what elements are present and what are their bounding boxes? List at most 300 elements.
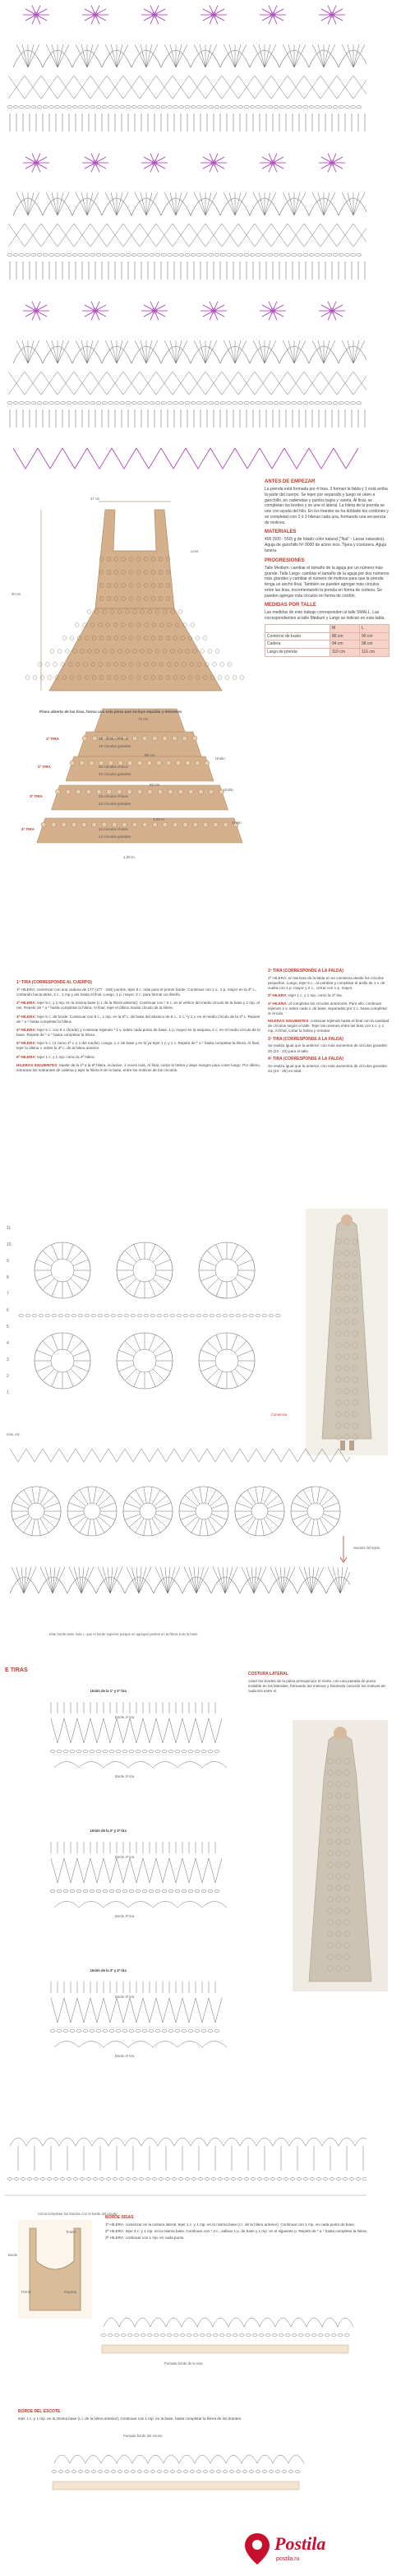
chain-stitch (203, 2471, 208, 2473)
fan-stitch (176, 340, 187, 363)
lattice-stitch (108, 1449, 125, 1462)
motif-spoke (37, 1350, 52, 1357)
lattice-stitch (207, 1449, 224, 1462)
chain-stitch (315, 105, 320, 108)
chain-stitch (98, 1315, 103, 1317)
chain-stitch (172, 2178, 177, 2181)
chain-stitch (116, 1890, 121, 1893)
fan-stitch (265, 44, 270, 67)
lattice-stitch (256, 1449, 273, 1462)
tier-shape (52, 785, 228, 810)
lattice-stitch (271, 224, 288, 247)
picot-arch (242, 2455, 257, 2463)
chain-stitch (195, 1750, 200, 1753)
chain-stitch (19, 1315, 24, 1317)
fan-stitch (353, 340, 359, 363)
chain-stitch (108, 105, 113, 108)
chain-stitch (50, 2030, 55, 2033)
tier-circle (56, 789, 61, 794)
chain-stitch (201, 2030, 206, 2033)
chain-stitch (323, 2178, 328, 2181)
chain-stitch (78, 253, 83, 256)
chain-stitch (37, 401, 42, 404)
picot-arch (70, 2455, 85, 2463)
table-cell: 110 cm (330, 649, 359, 657)
tier-circle (92, 822, 97, 827)
motif-circle (233, 676, 237, 680)
chain-stitch (196, 401, 201, 404)
top-stitch-chart (5, 0, 366, 477)
chain-stitch (52, 2471, 57, 2473)
motif-spoke (155, 1503, 171, 1509)
arch-stitch (202, 1762, 227, 1769)
picot-arch (213, 2318, 228, 2327)
chain-stitch (190, 1315, 195, 1317)
chain-stitch (63, 1890, 68, 1893)
chain-stitch (155, 2030, 160, 2033)
motif-spoke (216, 1335, 223, 1350)
motif-circle (240, 676, 244, 680)
zigzag-stitch (260, 448, 284, 469)
chain-stitch (32, 1315, 37, 1317)
chain-stitch (96, 2030, 101, 2033)
chain-stitch (279, 253, 284, 256)
picot-arch (207, 2138, 224, 2146)
fan-stitch (324, 192, 335, 215)
chain-stitch (327, 253, 332, 256)
chain-stitch (150, 253, 154, 256)
picot-arch (195, 2455, 210, 2463)
postila-watermark (243, 2528, 391, 2571)
arch-stitch (104, 1762, 128, 1769)
lattice-stitch (322, 1449, 339, 1462)
fan-stitch (348, 192, 353, 215)
chain-stitch (357, 253, 362, 256)
borde-sisas (105, 2215, 389, 2241)
chain-stitch (72, 105, 77, 108)
arch-stitch (104, 2042, 128, 2048)
motif-spoke (13, 1514, 29, 1519)
union-zigzag (117, 1998, 130, 2023)
fan-stitch (235, 44, 247, 67)
chain-stitch (7, 401, 12, 404)
chain-stitch (285, 2334, 290, 2337)
motif-spoke (216, 1371, 223, 1386)
chain-stitch (321, 253, 326, 256)
union-charts (46, 1677, 227, 2105)
instr-block (268, 1057, 389, 1074)
sisas-line: 1ª HILERA: comenzar en la costura lateral, tejer 1 c. y 1 mp. en la misma base (c.l. de la hilera anterior). Continuar con 1 mp. en cada punto de base. (105, 2222, 356, 2227)
tier-circle (132, 736, 137, 741)
table-cell: 90 cm (359, 632, 389, 641)
lattice-stitch (238, 224, 255, 247)
picot-arch (273, 2138, 289, 2146)
chain-stitch (78, 2471, 83, 2473)
lattice-stitch (255, 76, 271, 99)
union-zigzag (77, 1718, 90, 1743)
section-title: MEDIDAS POR TALLE (265, 603, 316, 608)
chain-stitch (113, 2178, 118, 2181)
fan-stitch (194, 44, 205, 67)
section-text: La prenda está formada por 4 tiras. 3 forman la falda y 1 está arriba la parte del cuerpo. Se tejen por separado y luego se unen a ganchillo, en cadenetas y puntos bajos y vareta. Al final, se completan los bordes y se une el lateral. La hilera de la prenda se une con ayuda del hilo. En los tirantes se ha doblado los cordones y se completan con 2 ó 3 hileras cada una, formando una secuencia de motivos. (265, 487, 389, 525)
chain-stitch (333, 401, 338, 404)
motif-spoke (52, 1335, 58, 1350)
chain-stitch (209, 253, 214, 256)
chain-stitch (37, 253, 42, 256)
motif-spoke (125, 1514, 141, 1519)
table-cell: 86 cm (330, 632, 359, 641)
instr-text: continuar tejiendo hasta el final con la cantidad de círculos según el talle. Tejer las uniones entre las tiras con 1 c. y 1 mp. Al final, cortar la hebra y rematar. (268, 1019, 389, 1034)
lattice-stitch (306, 1449, 322, 1462)
lattice-stitch (8, 76, 25, 99)
fan-stitch (135, 192, 146, 215)
instr-title: 3ª TIRA (CORRESPONDE A LA FALDA) (268, 1036, 343, 1042)
fan-stitch (342, 44, 353, 67)
tier-circle (76, 789, 81, 794)
motif-circle (70, 636, 74, 641)
armhole-diagram (18, 2220, 92, 2319)
motif-spoke (201, 1350, 216, 1357)
row-number: 11 (7, 1226, 12, 1231)
chain-stitch (132, 2178, 137, 2181)
chain-stitch (188, 1890, 193, 1893)
chain-stitch (109, 2030, 114, 2033)
arch-stitch (177, 2042, 202, 2048)
row-number: 9 (7, 1259, 9, 1264)
union-zigzag (77, 1858, 90, 1883)
dress-liner-label: Liner (191, 549, 199, 553)
bodice-outline (95, 510, 174, 608)
chain-stitch (177, 2471, 182, 2473)
chain-stitch (231, 2178, 236, 2181)
tier-circle (168, 789, 173, 794)
union-zigzag (143, 1998, 156, 2023)
borde-escote (18, 2409, 265, 2421)
sisas-line: 3ª HILERA: continuar con 1 mp. en cada punto. (105, 2236, 185, 2241)
tier-circle (173, 822, 177, 827)
fan-stitch (16, 44, 28, 67)
tier-circle (142, 736, 147, 741)
motif-spoke (231, 1371, 237, 1386)
tier-label: 23 círculos chicos (99, 794, 128, 798)
row-number: 3 (7, 1357, 9, 1362)
instr-block: HILERAS SIGUIENTES: continuar tejiendo hasta el final con la cantidad de círculos según el talle. Tejer las uniones entre las tiras con 1 c. y 1 mp. Al final, cortar la hebra y rematar. (268, 1019, 389, 1034)
lattice-stitch (156, 76, 173, 99)
fan-stitch (111, 340, 117, 363)
escote-title: BORDE DEL ESCOTE (18, 2409, 61, 2414)
fan-stitch (16, 340, 28, 363)
chain-stitch (191, 401, 196, 404)
chain-stitch (270, 2178, 275, 2181)
tier-circle (132, 822, 137, 827)
motif-circle (200, 650, 205, 654)
chain-stitch (121, 2334, 126, 2337)
lattice-stitch (189, 224, 205, 247)
chain-stitch (173, 2334, 178, 2337)
fan-stitch (176, 44, 182, 67)
fan-stitch (294, 44, 306, 67)
lattice-stitch (58, 76, 74, 99)
motif-spoke (267, 1514, 283, 1519)
motif-spoke (155, 1260, 170, 1266)
chain-stitch (161, 253, 166, 256)
motif-circle (191, 623, 195, 627)
motif-inner (51, 1259, 74, 1282)
motif-spoke (125, 1279, 136, 1290)
fan-stitch (135, 340, 146, 363)
lattice-stitch (25, 372, 41, 395)
chain-stitch (173, 105, 178, 108)
motif-circle (25, 676, 30, 680)
motif-spoke (144, 1519, 146, 1536)
chain-stitch (233, 2334, 237, 2337)
union-label: Borde 3ª tira (115, 1914, 135, 1918)
chain-stitch (274, 253, 279, 256)
chain-stitch (242, 2471, 247, 2473)
table-cell: Cadera (265, 641, 330, 649)
chain-stitch (67, 253, 71, 256)
union-zigzag (169, 1718, 182, 1743)
tier-circle (51, 822, 56, 827)
chain-stitch (78, 105, 83, 108)
chain-stitch (13, 253, 18, 256)
chain-stitch (124, 1315, 129, 1317)
motif-spoke (155, 1350, 170, 1357)
chain-stitch (318, 2334, 323, 2337)
chain-stitch (111, 2471, 116, 2473)
union-zigzag (169, 1998, 182, 2023)
chain-stitch (269, 2471, 274, 2473)
motif-inner (133, 1349, 156, 1372)
tier-label: 4ª TIRA (21, 827, 35, 831)
chain-stitch (250, 253, 255, 256)
tier-circle (213, 822, 218, 827)
picot-arch (210, 2455, 226, 2463)
lattice-stitch (90, 76, 107, 99)
chain-stitch (96, 1750, 101, 1753)
table-cell: Largo de prenda (265, 649, 330, 657)
chain-stitch (190, 2471, 195, 2473)
chain-stitch (58, 1315, 63, 1317)
chain-stitch (226, 253, 231, 256)
chain-stitch (205, 2178, 210, 2181)
chain-stitch (223, 1315, 228, 1317)
motif-spoke (94, 1519, 96, 1536)
fan-stitch (58, 192, 63, 215)
edge-band (102, 2345, 348, 2353)
chain-stitch (220, 401, 225, 404)
motif-spoke (261, 1519, 264, 1536)
motif-spoke (181, 1503, 196, 1509)
lattice-stitch (74, 372, 90, 395)
instr-block: HILERAS SIGUIENTES: repetir de la 1ª a la 6ª hilera, inclusive, 2 veces más. Al final, cortar la hebra y dejar margen para coser luego. Por último, entramar los sobrantes de cadena y tejer la hilera 9 de la base, entre los motivos de los círculos. (16, 1062, 261, 1072)
picot-arch (119, 2318, 135, 2327)
chain-stitch (236, 1315, 241, 1317)
fan-stitch (170, 340, 176, 363)
sidebar-section-4 (265, 602, 389, 622)
arch-stitch (177, 1762, 202, 1769)
chain-stitch (344, 253, 349, 256)
chain-stitch (147, 2334, 152, 2337)
chain-stitch (78, 1315, 83, 1317)
chain-stitch (98, 2471, 103, 2473)
union-label: Borde 4ª tira (115, 2054, 135, 2058)
chain-stitch (43, 253, 48, 256)
tier-label: 2ª TIRA (38, 765, 51, 769)
fan-stitch (87, 340, 99, 363)
zigzag-stitch (136, 448, 161, 469)
row-number: 5 (7, 1325, 9, 1330)
fan-stitch (283, 44, 294, 67)
tier-label: 23 círculos grandes (99, 802, 131, 806)
motif-spoke (261, 1487, 264, 1503)
motif-spoke (293, 1514, 308, 1519)
chain-stitch (142, 1890, 147, 1893)
table-cell: 98 cm (359, 641, 389, 649)
fan-stitch (294, 44, 300, 67)
fan-stitch (312, 44, 324, 67)
motif-spoke (149, 1335, 155, 1350)
chain-stitch (50, 1890, 55, 1893)
fan-stitch (117, 192, 122, 215)
chain-stitch (131, 1315, 136, 1317)
fan-stitch (176, 192, 182, 215)
fan-stitch (353, 192, 359, 215)
motif-spoke (150, 1519, 152, 1536)
table-row (265, 649, 389, 657)
bottom-note: Este borde tiene más c. que el borde superior porque se agregan puntos en la hilera 8 de la base (49, 1632, 198, 1636)
sentido-label: Sentido del tejido (353, 1546, 380, 1550)
chain-stitch (344, 401, 349, 404)
picot-arch (150, 2318, 166, 2327)
chain-stitch (327, 401, 332, 404)
chain-stitch (71, 1315, 76, 1317)
motif-inner (51, 1349, 74, 1372)
motif-spoke (201, 1274, 216, 1281)
tier-circle (166, 761, 171, 765)
chain-stitch (303, 105, 308, 108)
lattice-stitch (238, 372, 255, 395)
chain-stitch (103, 2030, 108, 2033)
motif-inner (28, 1503, 44, 1519)
chain-stitch (72, 253, 77, 256)
chain-stitch (203, 401, 208, 404)
motif-inner (84, 1503, 100, 1519)
chain-stitch (250, 401, 255, 404)
tier-label: 20 círculos chicos (99, 765, 128, 769)
chain-stitch (303, 253, 308, 256)
chain-stitch (333, 253, 338, 256)
chain-stitch (159, 2178, 164, 2181)
watermark-url: postila.ru (276, 2556, 300, 2562)
chain-stitch (173, 253, 178, 256)
frente-label: Frente (21, 2290, 32, 2294)
chain-stitch (237, 2178, 242, 2181)
chain-stitch (136, 1890, 141, 1893)
union-zigzag (64, 1858, 77, 1883)
motif-spoke (237, 1365, 252, 1371)
union-zigzag (143, 1718, 156, 1743)
chain-stitch (226, 105, 231, 108)
fan-stitch (265, 340, 270, 363)
chain-stitch (150, 2471, 155, 2473)
chain-stitch (104, 2471, 109, 2473)
chain-stitch (187, 2334, 191, 2337)
table-header (265, 624, 389, 632)
lattice-stitch (173, 372, 189, 395)
chain-stitch (357, 105, 362, 108)
lattice-stitch (255, 372, 271, 395)
tier-circle (82, 736, 87, 741)
motif-spoke (134, 1335, 141, 1350)
picot-arch (54, 2455, 70, 2463)
fan-stitch (146, 192, 158, 215)
instr-block: 2ª HILERA: tejer 5 c. y 1 mp. en la misma base (c.l. de la hilera anterior). Continuar con * 5 c. en el vértice del medio círculo de la base y 1 mp. al ras. Repetir de * a * hasta completar la hilera. Al final, tejer el último medio círculo de la hilera. (16, 1001, 260, 1011)
chain-stitch (144, 105, 149, 108)
motif-circle (228, 663, 232, 667)
chain-stitch (264, 2178, 269, 2181)
union-zigzag (77, 1998, 90, 2023)
motif-spoke (67, 1281, 73, 1296)
chain-stitch (108, 401, 113, 404)
union-zigzag (182, 1718, 196, 1743)
union-zigzag (196, 1858, 209, 1883)
chain-stitch (249, 2471, 254, 2473)
chain-stitch (238, 401, 243, 404)
chain-stitch (170, 1315, 175, 1317)
tier-circle (182, 822, 187, 827)
dress-height-label: 90 cm (12, 592, 21, 596)
tier-circle (71, 822, 76, 827)
chain-stitch (14, 2178, 19, 2181)
picot-arch (289, 2138, 306, 2146)
lattice-stitch (337, 224, 353, 247)
chain-stitch (114, 105, 119, 108)
chain-stitch (162, 1890, 167, 1893)
chain-stitch (31, 253, 36, 256)
chain-stitch (102, 105, 107, 108)
chain-stitch (282, 2471, 287, 2473)
fan-stitch (205, 192, 217, 215)
motif-spoke (125, 1341, 136, 1353)
row-number: 2 (7, 1374, 9, 1379)
motif-spoke (216, 1245, 223, 1260)
lattice-stitch (205, 372, 222, 395)
chain-stitch (71, 2471, 76, 2473)
chain-stitch (191, 105, 196, 108)
fan-stitch (318, 340, 324, 363)
chain-stitch (144, 1315, 149, 1317)
picot-arch (43, 2138, 59, 2146)
picot-arch (148, 2455, 164, 2463)
picot-arch (76, 2138, 92, 2146)
chain-stitch (268, 401, 273, 404)
fan-stitch (205, 44, 211, 67)
union-zigzag (130, 1998, 143, 2023)
motif-spoke (43, 1279, 54, 1290)
union-zigzag (104, 1718, 117, 1743)
chain-stitch (214, 253, 219, 256)
mas-label: más, etc. (7, 1432, 21, 1436)
section-text: Talle Medium: cambiar el tamaño de la aguja por un número más grande. Talle Largo: cambiar el tamaño de la aguja por dos números más grandes y cambiar el número de motivos para que la prenda tenga un ancho final. También se pueden agregar más círculos entre las tiras, incrementando la prenda en forma de corteza. Se pueden agregar más círculos en forma de cordón. (265, 565, 389, 599)
motif-circle (45, 663, 49, 667)
chain-stitch (236, 2471, 241, 2473)
chain-stitch (179, 401, 184, 404)
chain-stitch (206, 2334, 211, 2337)
picot-arch (92, 2138, 108, 2146)
instr-text: Se realiza igual que la anterior, con más aumentos de círculos grandes: 24 (24 - 26) en total. (268, 1063, 388, 1073)
fan-stitch (265, 340, 276, 363)
